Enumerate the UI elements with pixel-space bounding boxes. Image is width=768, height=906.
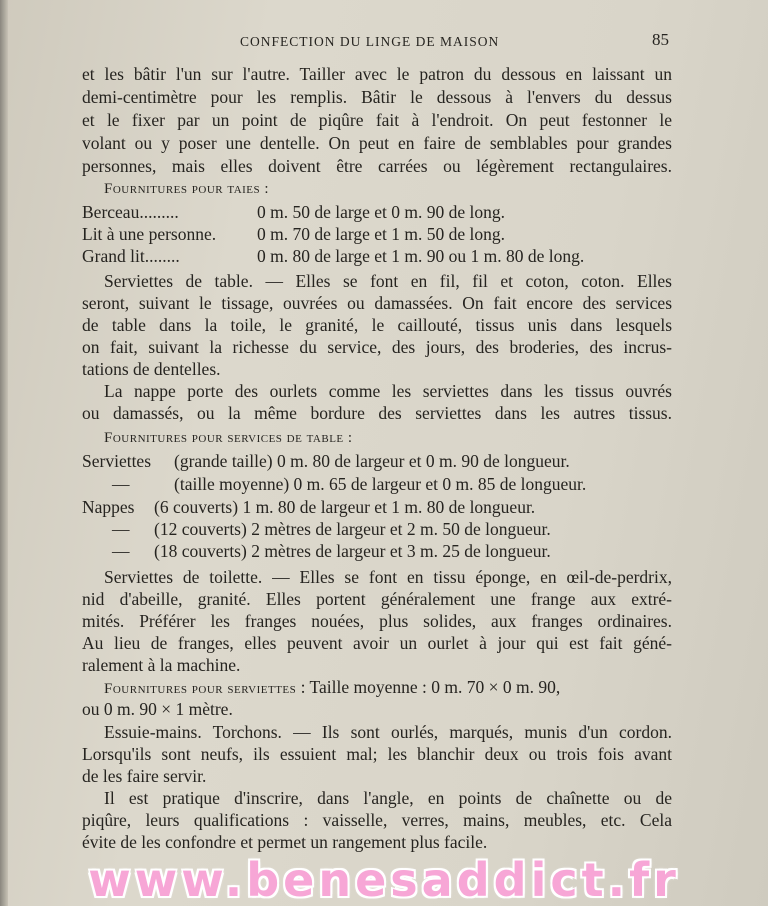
inline-text: : Taille moyenne : 0 m. 70 × 0 m. 90, bbox=[296, 677, 561, 697]
watermark: www.benesaddict.fr bbox=[88, 853, 680, 906]
row-label: — bbox=[112, 474, 130, 494]
row-label: — bbox=[112, 519, 130, 539]
row-value: 0 m. 50 de large et 0 m. 90 de long. bbox=[257, 202, 506, 222]
page-number: 85 bbox=[652, 30, 669, 49]
table-row bbox=[82, 245, 672, 267]
section-heading: Fournitures pour taies : bbox=[104, 181, 270, 197]
table-row bbox=[82, 518, 672, 540]
text-line: et les bâtir l'un sur l'autre. Tailler avec le patron du dessous en laissant un bbox=[82, 64, 672, 84]
table-row bbox=[82, 450, 672, 472]
text-line: de table dans la toile, le granité, le caillouté, tissus unis dans lesquels bbox=[82, 315, 672, 335]
row-label: Nappes bbox=[82, 497, 135, 517]
page-gutter bbox=[0, 0, 8, 906]
text-line: Serviettes de toilette. — Elles se font en tissu éponge, en œil-de-perdrix, bbox=[104, 567, 672, 587]
row-label: Serviettes bbox=[82, 451, 152, 471]
table-row bbox=[82, 496, 672, 518]
text-line: ou damassés, ou la même bordure des serviettes dans les autres tissus. bbox=[82, 403, 672, 423]
text-line: Essuie-mains. Torchons. — Ils sont ourlés, marqués, munis d'un cordon. bbox=[104, 722, 672, 742]
row-label: — bbox=[112, 541, 130, 561]
table-row bbox=[82, 473, 672, 495]
text-line: volant ou y poser une dentelle. On peut en faire de semblables pour grandes bbox=[82, 133, 672, 153]
table-row bbox=[82, 223, 672, 245]
section-heading: Fournitures pour services de table : bbox=[104, 430, 353, 446]
section-heading: Fournitures pour serviettes bbox=[104, 681, 297, 697]
row-value: 0 m. 80 de large et 1 m. 90 ou 1 m. 80 de long. bbox=[257, 246, 585, 266]
text-line: La nappe porte des ourlets comme les serviettes dans les tissus ouvrés bbox=[104, 381, 672, 401]
text-line bbox=[82, 676, 672, 700]
text-line: ou 0 m. 90 × 1 mètre. bbox=[82, 699, 233, 719]
row-value: (taille moyenne) 0 m. 65 de largeur et 0 m. 85 de longueur. bbox=[174, 474, 587, 494]
row-value: (18 couverts) 2 mètres de largeur et 3 m. 25 de longueur. bbox=[154, 541, 551, 561]
text-line: Lorsqu'ils sont neufs, ils essuient mal; les blanchir deux ou trois fois avant bbox=[82, 744, 672, 764]
text-line: et le fixer par un point de piqûre fait à l'endroit. On peut festonner le bbox=[82, 110, 672, 130]
text-line: demi-centimètre pour les remplis. Bâtir le dessous à l'envers du dessus bbox=[82, 87, 672, 107]
text-line: piqûre, leurs qualifications : vaisselle, verres, mains, meubles, etc. Cela bbox=[82, 810, 672, 830]
row-value: (grande taille) 0 m. 80 de largeur et 0 m. 90 de longueur. bbox=[174, 451, 570, 471]
text-line: personnes, mais elles doivent être carrées ou légèrement rectangulaires. bbox=[82, 156, 672, 176]
table-row bbox=[82, 540, 672, 562]
text-line: mités. Préférer les franges nouées, plus solides, aux franges ordinaires. bbox=[82, 611, 672, 631]
text-line: seront, suivant le tissage, ouvrées ou damassées. On fait encore des services bbox=[82, 293, 672, 313]
text-line: évite de les confondre et permet un rangement plus facile. bbox=[82, 832, 488, 852]
text-line: ralement à la machine. bbox=[82, 655, 241, 675]
text-line: nid d'abeille, granité. Elles portent généralement une frange aux extré- bbox=[82, 589, 672, 609]
row-label: Grand lit........ bbox=[82, 246, 180, 266]
row-value: 0 m. 70 de large et 1 m. 50 de long. bbox=[257, 224, 506, 244]
row-label: Lit à une personne. bbox=[82, 224, 217, 244]
row-label: Berceau......... bbox=[82, 202, 179, 222]
row-value: (6 couverts) 1 m. 80 de largeur et 1 m. 80 de longueur. bbox=[154, 497, 536, 517]
text-line: Il est pratique d'inscrire, dans l'angle, en points de chaînette ou de bbox=[104, 788, 672, 808]
text-line: Serviettes de table. — Elles se font en fil, fil et coton, coton. Elles bbox=[104, 271, 672, 291]
row-value: (12 couverts) 2 mètres de largeur et 2 m. 50 de longueur. bbox=[154, 519, 551, 539]
text-line: on fait, suivant la richesse du service, des jours, des broderies, des incrus- bbox=[82, 337, 672, 357]
text-line: tations de dentelles. bbox=[82, 359, 221, 379]
table-row bbox=[82, 201, 672, 223]
text-line: de les faire servir. bbox=[82, 766, 207, 786]
running-header: CONFECTION DU LINGE DE MAISON bbox=[240, 34, 500, 49]
text-line: Au lieu de franges, elles peuvent avoir un ourlet à jour qui est fait géné- bbox=[82, 633, 672, 653]
